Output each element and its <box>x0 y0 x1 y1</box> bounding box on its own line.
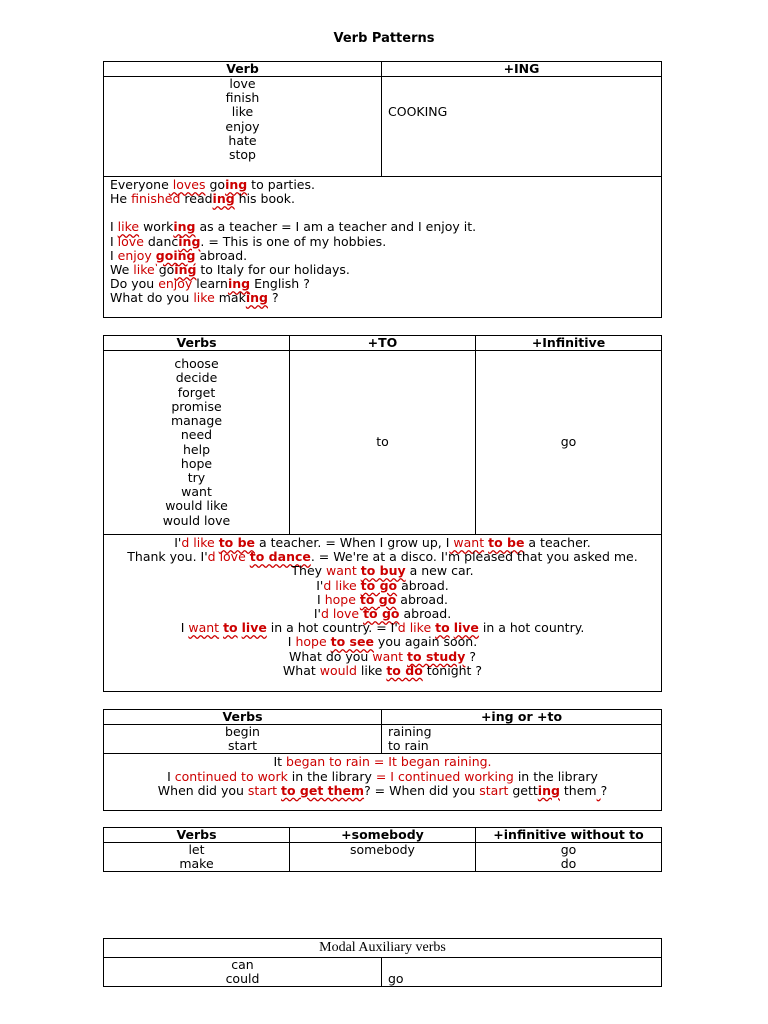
header-ing-or-to: +ing or +to <box>382 710 662 725</box>
infinitive-without-to-list <box>476 843 662 872</box>
list-item: manage <box>170 413 223 429</box>
header-infinitive-without-to: +infinitive without to <box>476 828 662 843</box>
list-item: stop <box>229 147 256 163</box>
somebody-table <box>103 827 662 872</box>
sentence: We like going to Italy for our holidays. <box>110 262 350 278</box>
sentence: I want to live in a hot country. = I'd like to live in a hot country. <box>180 620 585 636</box>
sentence: What would like to do tonight ? <box>282 662 483 678</box>
modal-infinitive: go <box>382 958 662 987</box>
list-item: love <box>229 76 256 91</box>
list-item: raining <box>388 724 432 739</box>
ing-verb-list <box>104 77 382 177</box>
sentence: I love dancing. = This is one of my hobbies. <box>110 233 387 249</box>
list-item: decide <box>175 370 218 386</box>
ing-or-to-forms <box>382 725 662 754</box>
sentence: I continued to work in the library = I continued working in the library <box>167 768 598 784</box>
somebody-cell: somebody <box>290 843 476 872</box>
list-item: could <box>225 971 260 987</box>
header-verbs: Verbs <box>104 710 382 725</box>
to-cell: to <box>290 351 476 535</box>
header-verbs: Verbs <box>104 336 290 351</box>
ing-or-to-examples <box>104 754 662 811</box>
sentence: He finished reading his book. <box>110 191 295 207</box>
to-verb-list <box>104 351 290 535</box>
ing-table <box>103 61 662 318</box>
ing-examples <box>104 177 662 318</box>
list-item: to rain <box>388 738 429 754</box>
sentence: I like working as a teacher = I am a teacher and I enjoy it. <box>110 219 477 235</box>
sentence: Thank you. I'd love to dance. = We're at a disco. I'm pleased that you asked me. <box>127 549 638 565</box>
sentence: Everyone loves going to parties. <box>110 177 315 192</box>
sentence: I enjoy going abroad. <box>110 247 248 263</box>
somebody-verbs <box>104 843 290 872</box>
page-title: Verb Patterns <box>333 31 435 46</box>
sentence: Do you enjoy learning English ? <box>110 276 310 292</box>
list-item: make <box>179 856 214 872</box>
example-word: COOKING <box>388 104 448 119</box>
ing-example-cell <box>382 77 662 177</box>
list-item: want <box>181 484 212 500</box>
list-item: hope <box>180 455 213 471</box>
sentence: I hope to see you again soon. <box>287 634 478 650</box>
list-item: begin <box>225 724 260 739</box>
ing-or-to-verbs <box>104 725 382 754</box>
to-table <box>103 335 662 692</box>
sentence: I hope to go abroad. <box>317 591 448 607</box>
header-ing: +ING <box>382 62 662 77</box>
ing-or-to-table <box>103 709 662 811</box>
list-item: finish <box>225 90 260 106</box>
sentence: I'd like to go abroad. <box>316 577 449 593</box>
header-verbs: Verbs <box>104 828 290 843</box>
list-item: need <box>180 427 213 443</box>
list-item: try <box>187 469 206 485</box>
infinitive-cell: go <box>476 351 662 535</box>
list-item: go <box>560 842 577 857</box>
header-to: +TO <box>290 336 476 351</box>
list-item: do <box>560 856 577 872</box>
sentence: What do you want to study ? <box>289 648 476 664</box>
list-item: choose <box>174 356 219 372</box>
header-somebody: +somebody <box>290 828 476 843</box>
header-infinitive: +Infinitive <box>476 336 662 351</box>
list-item: let <box>188 842 205 857</box>
list-item: enjoy <box>225 118 260 134</box>
list-item: would like <box>165 498 228 514</box>
sentence: What do you like making ? <box>110 290 279 306</box>
list-item: would love <box>162 512 231 528</box>
list-item: help <box>182 441 211 457</box>
list-item: forget <box>177 384 216 400</box>
sentence: They want to buy a new car. <box>291 563 474 579</box>
list-item: like <box>231 104 254 120</box>
modal-table <box>103 938 662 987</box>
modal-verbs <box>104 958 382 987</box>
modal-header: Modal Auxiliary verbs <box>104 939 662 958</box>
list-item: hate <box>228 132 257 148</box>
sentence: It began to rain = It began raining. <box>273 754 492 770</box>
sentence: I'd like to be a teacher. = When I grow up, I want to be a teacher. <box>174 535 591 550</box>
to-examples <box>104 535 662 692</box>
list-item: start <box>227 738 258 754</box>
sentence: I'd love to go abroad. <box>313 606 452 622</box>
list-item: can <box>231 957 254 972</box>
header-verb: Verb <box>104 62 382 77</box>
list-item: promise <box>171 398 222 414</box>
sentence: When did you start to get them? = When did you start getting them ? <box>157 782 608 798</box>
